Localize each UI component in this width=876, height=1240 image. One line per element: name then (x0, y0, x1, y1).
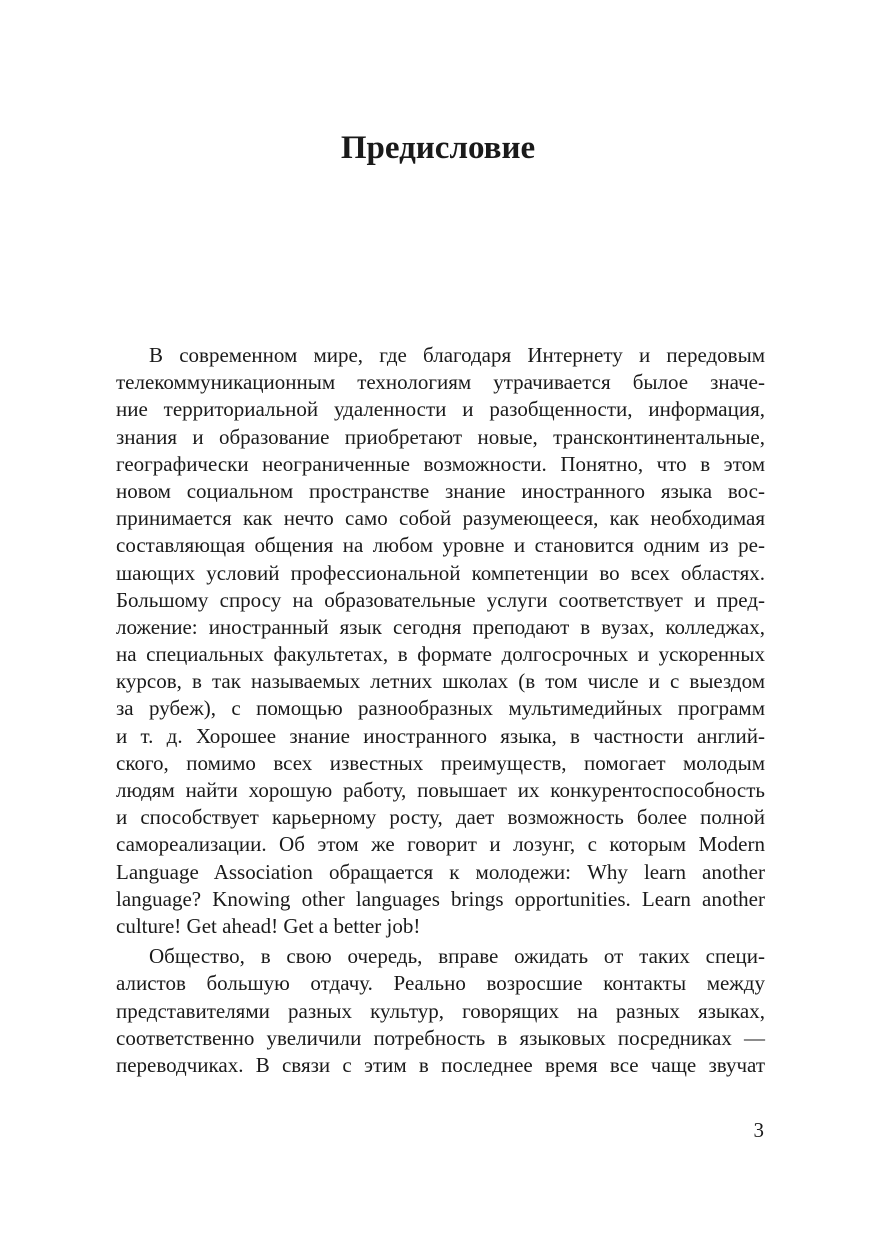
text-line: ложение: иностранный язык сегодня преподают в вузах, колледжах, (116, 614, 765, 639)
paragraph-2 (116, 943, 765, 1079)
text-line: Большому спросу на образовательные услуги соответствует и пред- (116, 587, 765, 612)
text-line: соответственно увеличили потребность в языковых посредниках — (116, 1025, 765, 1050)
text-line: и т. д. Хорошее знание иностранного языка, в частности англий- (116, 723, 765, 748)
text-line: на специальных факультетах, в формате долгосрочных и ускоренных (116, 642, 765, 667)
text-line: составляющая общения на любом уровне и становится одним из ре- (116, 533, 765, 558)
text-line: В современном мире, где благодаря Интернету и передовым (149, 343, 765, 367)
text-line: новом социальном пространстве знание иностранного языка вос- (116, 478, 765, 503)
paragraph-1 (116, 342, 765, 940)
text-line: географически неограниченные возможности. Понятно, что в этом (116, 451, 765, 476)
text-line: самореализации. Об этом же говорит и лозунг, с которым Modern (116, 832, 765, 857)
text-line: знания и образование приобретают новые, трансконтинентальные, (116, 424, 765, 449)
text-line: за рубеж), с помощью разнообразных мультимедийных программ (116, 696, 765, 721)
text-line: алистов большую отдачу. Реально возросшие контакты между (116, 971, 765, 996)
text-line: Language Association обращается к молодежи: Why learn another (116, 859, 765, 884)
body-text (116, 342, 765, 1079)
page-title: Предисловие (340, 130, 536, 166)
text-line: и способствует карьерному росту, дает возможность более полной (116, 805, 765, 830)
text-line: телекоммуникационным технологиям утрачивается былое значе- (116, 370, 765, 395)
text-line: language? Knowing other languages brings opportunities. Learn another (116, 886, 765, 911)
text-line: принимается как нечто само собой разумеющееся, как необходимая (116, 506, 765, 531)
text-line: ние территориальной удаленности и разобщенности, информация, (116, 397, 765, 422)
text-line: шающих условий профессиональной компетенции во всех областях. (116, 560, 765, 585)
text-line: курсов, в так называемых летних школах (в том числе и с выездом (116, 669, 765, 694)
text-line: Общество, в свою очередь, вправе ожидать от таких специ- (149, 944, 765, 969)
text-line: переводчиках. В связи с этим в последнее время все чаще звучат (116, 1052, 765, 1077)
text-line: представителями разных культур, говорящих на разных языках, (116, 998, 765, 1023)
text-line: ского, помимо всех известных преимуществ, помогает молодым (116, 750, 765, 775)
page-number: 3 (753, 1118, 764, 1142)
text-line: людям найти хорошую работу, повышает их конкурентоспособность (116, 778, 765, 802)
text-line: culture! Get ahead! Get a better job! (116, 913, 421, 938)
